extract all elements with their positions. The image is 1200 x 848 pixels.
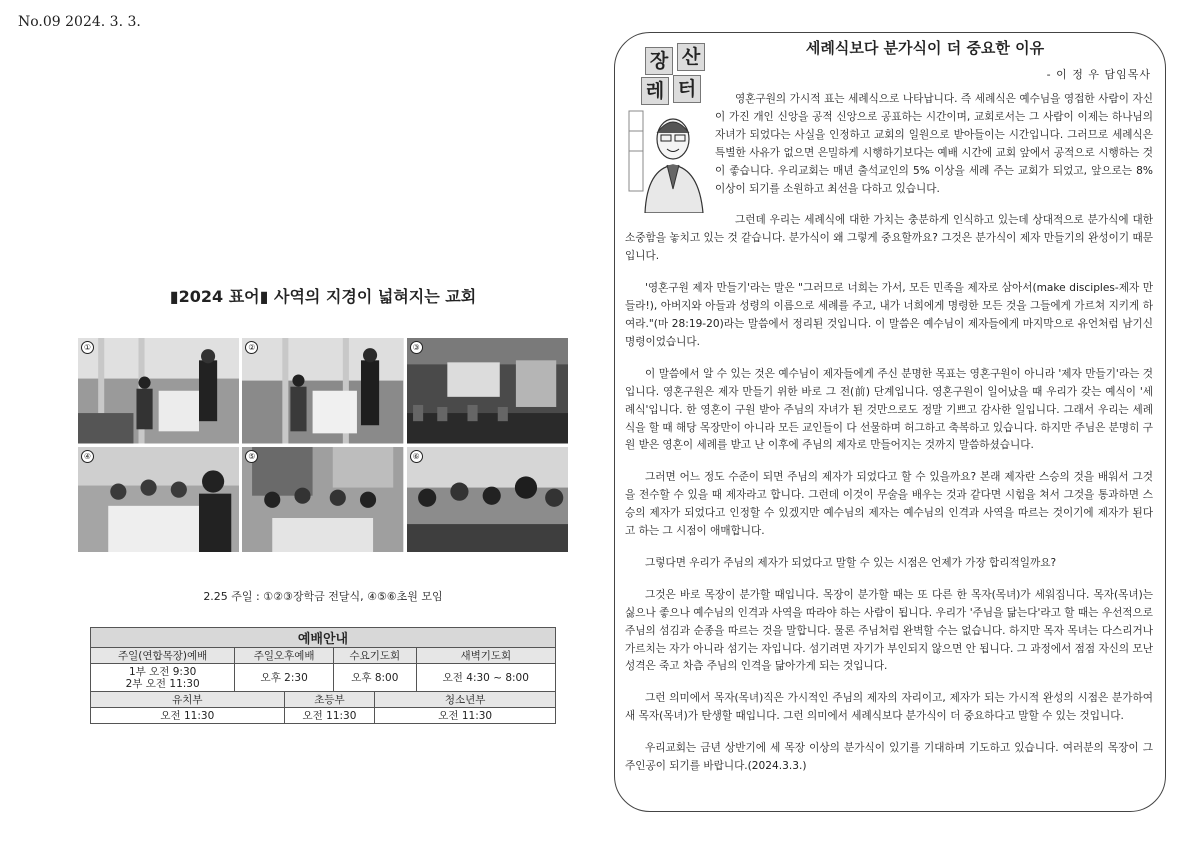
photo-number: ① xyxy=(81,341,94,354)
letter-paragraph: 그러면 어느 정도 수준이 되면 주님의 제자가 되었다고 할 수 있을까요? 본래 제자란 스승의 것을 배워서 그것을 전수할 수 있을 때 제자라고 합니다. 그런데 이것이 무술을 배우는 것과 같다면 시험을 쳐서 그것을 통과하면 스승의 제자가 되었다고 인정할 수 있겠지만 예수님의 제자는 예수님의 인격과 사역을 따르는 것이기에 제자가 된다고 하는 그 시점이 애매합니다. xyxy=(625,471,1153,538)
dept-time: 오전 11:30 xyxy=(375,708,556,724)
motto-text: 사역의 지경이 넓혀지는 교회 xyxy=(274,287,477,306)
service-time: 1부 오전 9:30 2부 오전 11:30 xyxy=(91,664,235,692)
issue-number: No.09 2024. 3. 3. xyxy=(18,14,141,30)
letter-paragraph: 영혼구원의 가시적 표는 세례식으로 나타납니다. 즉 세례식은 예수님을 영접한 사람이 자신이 가진 개인 신앙을 공적 신앙으로 공표하는 시간이며, 교회로서는 그 사람이 이제는 하나님의 자녀가 되었다는 사실을 인정하고 교회의 일원으로 받아들이는 시간입니다. 그러므로 세례식은 특별한 사유가 없으면 은밀하게 시행하기보다는 예배 시간에 교회 앞에서 공적으로 시행하는 것이 좋습니다. 우리교회는 매년 출석교인의 5% 이상을 세례 주는 교회가 되었고, 앞으로는 8% 이상이 되기를 소원하고 최선을 다하고 있습니다. xyxy=(715,93,1153,195)
dept-time: 오전 11:30 xyxy=(284,708,375,724)
service-header: 주일(연합목장)예배 xyxy=(91,648,235,664)
title-tile: 장 xyxy=(645,47,673,75)
title-tile: 레 xyxy=(641,77,669,105)
photo-grid xyxy=(78,338,568,552)
photo-3 xyxy=(407,338,568,444)
photo-number: ⑤ xyxy=(245,450,258,463)
service-header: 새벽기도회 xyxy=(416,648,555,664)
motto-label: ▮2024 표어▮ xyxy=(169,287,269,306)
letter-paragraph: 이 말씀에서 알 수 있는 것은 예수님이 제자들에게 주신 분명한 목표는 영혼구원이 아니라 '제자 만들기'라는 것입니다. 영혼구원은 제자 만들기 위한 바로 그 전(前) 단계입니다. 영혼구원이 일어났을 때 우리가 갖는 예식이 '세례식'입니다. 한 영혼이 구원 받아 주님의 자녀가 된 것만으로도 정말 기쁘고 감사한 일입니다. 그래서 우리는 세례식을 할 때 해당 목장만이 아니라 모든 교인들이 다 선물하며 허그하고 축복하고 있습니다. 하지만 주님은 분명히 구원 받은 영혼이 세례를 받고 난 이후에 주님의 제자로 만들어지는 것까지 말씀하셨습니다. xyxy=(625,367,1153,452)
service-header: 주일오후예배 xyxy=(235,648,334,664)
service-time: 오후 2:30 xyxy=(235,664,334,692)
motto xyxy=(78,284,568,307)
photo-1 xyxy=(78,338,239,444)
photo-number: ④ xyxy=(81,450,94,463)
photo-number: ③ xyxy=(410,341,423,354)
service-time: 오전 4:30 ~ 8:00 xyxy=(416,664,555,692)
letter-paragraph: 우리교회는 금년 상반기에 세 목장 이상의 분가식이 있기를 기대하며 기도하고 있습니다. 여러분의 목장이 그 주인공이 되기를 바랍니다.(2024.3.3.) xyxy=(625,742,1153,773)
photo-2 xyxy=(242,338,403,444)
title-tile: 터 xyxy=(673,75,701,103)
letter-paragraph: 그렇다면 우리가 주님의 제자가 되었다고 말할 수 있는 시점은 언제가 가장 합리적일까요? xyxy=(645,556,1057,569)
dept-time: 오전 11:30 xyxy=(91,708,285,724)
photo-caption: 2.25 주일 : ①②③장학금 전달식, ④⑤⑥초원 모임 xyxy=(203,590,443,603)
letter-body xyxy=(625,91,1153,790)
letter-paragraph: 그런데 우리는 세례식에 대한 가치는 충분하게 인식하고 있는데 상대적으로 분가식에 대한 소중함을 놓치고 있는 것 같습니다. 분가식이 왜 그렇게 중요할까요? 그것은 분가식이 제자 만들기의 완성이기 때문입니다. xyxy=(625,214,1153,263)
letter-paragraph: 그것은 바로 목장이 분가할 때입니다. 목장이 분가할 때는 또 다른 한 목자(목녀)가 세워집니다. 목자(목녀)는 싫으나 좋으나 예수님의 인격과 사역을 따라야 하는 사람이 됩니다. 우리가 '주님을 닮는다'라고 할 때는 우선적으로 주님의 섬김과 순종을 따르는 것을 말합니다. 물론 주님처럼 완벽할 수는 없습니다. 하지만 목자 목녀는 다스리거나 가르치는 자가 아니라 섬기는 자입니다. 섬기려면 자기가 부인되지 않으면 안 됩니다. 그 과정에서 점점 자신의 모난 성격은 죽고 차츰 주님의 인격을 닮아가게 되는 것입니다. xyxy=(625,588,1153,673)
photo-6 xyxy=(407,447,568,553)
portrait-spacer xyxy=(625,91,715,219)
photo-4 xyxy=(78,447,239,553)
letter-paragraph: 그런 의미에서 목자(목녀)직은 가시적인 주님의 제자의 자리이고, 제자가 되는 가시적 완성의 시점은 분가하여 새 목자(목녀)가 탄생할 때입니다. 그런 의미에서 세례식보다 분가식이 더 중요하다고 말할 수 있는 것입니다. xyxy=(625,692,1153,723)
photo-number: ⑥ xyxy=(410,450,423,463)
letter-author: - 이 정 우 담임목사 xyxy=(1046,68,1151,81)
service-schedule-title: 예배안내 xyxy=(91,628,556,648)
photo-5 xyxy=(242,447,403,553)
service-header: 수요기도회 xyxy=(334,648,417,664)
dept-header: 초등부 xyxy=(284,692,375,708)
service-schedule-table xyxy=(90,627,556,724)
dept-header: 청소년부 xyxy=(375,692,556,708)
pastor-letter xyxy=(614,32,1166,812)
service-time: 오후 8:00 xyxy=(334,664,417,692)
letter-paragraph: '영혼구원 제자 만들기'라는 말은 "그러므로 너희는 가서, 모든 민족을 제자로 삼아서(make disciples-제자 만들라!), 아버지와 아들과 성령의 이름으로 세례를 주고, 내가 너희에게 명령한 모든 것을 그들에게 가르쳐 지키게 하여라."(마 28:19-20)라는 말씀에서 정리된 것입니다. 이 말씀은 예수님이 제자들에게 마지막으로 유언처럼 남기신 명령이었습니다. xyxy=(625,282,1153,348)
photo-number: ② xyxy=(245,341,258,354)
letter-title: 세례식보다 분가식이 더 중요한 이유 xyxy=(805,39,1045,57)
dept-header: 유치부 xyxy=(91,692,285,708)
title-tile: 산 xyxy=(677,43,705,71)
